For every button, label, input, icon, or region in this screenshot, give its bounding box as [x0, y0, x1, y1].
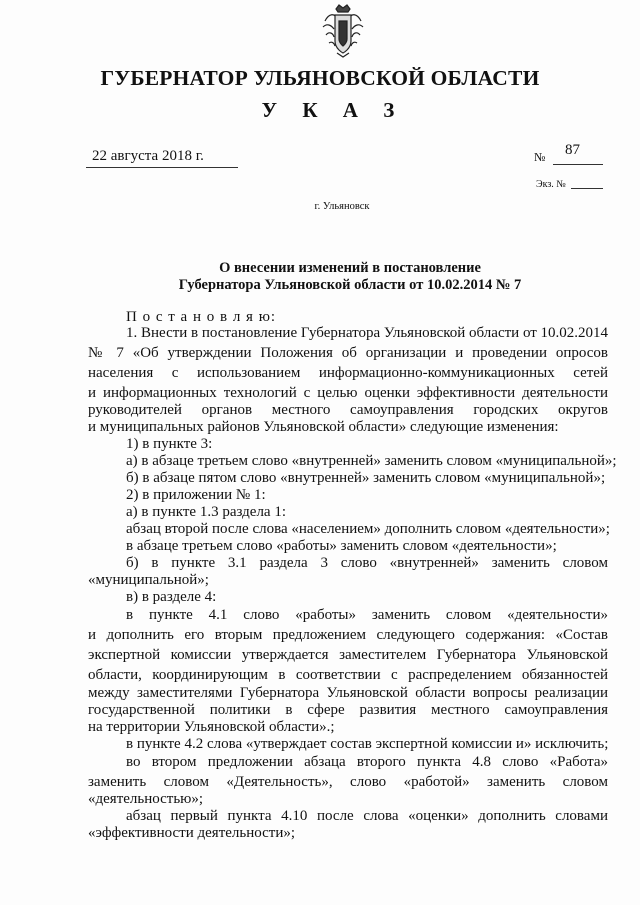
point-4-1-line-3: экспертной комиссии утверждается заместителем Губернатора Ульяновской: [88, 647, 608, 663]
item-1: 1) в пункте 3:: [126, 436, 213, 452]
item-2-a-2: в абзаце третьем слово «работы» заменить словом «деятельности»;: [126, 538, 557, 554]
point-4-1-line-5: между заместителями Губернатора Ульяновской области вопросы реализации: [88, 685, 608, 701]
document-date: 22 августа 2018 г.: [92, 148, 204, 164]
document-title-line-2: Губернатора Ульяновской области от 10.02.2014 № 7: [178, 277, 522, 293]
document-number: 87: [565, 142, 580, 158]
copy-number-underline: [571, 188, 603, 189]
point-4-1-line-2: и дополнить его вторым предложением следующего содержания: «Состав: [88, 627, 608, 643]
point-4-8-line-3: «деятельностью»;: [88, 791, 204, 807]
point-4-2: в пункте 4.2 слова «утверждает состав экспертной комиссии и» исключить;: [126, 736, 609, 752]
paragraph-1-line-1: 1. Внести в постановление Губернатора Ульяновской области от 10.02.2014: [126, 325, 609, 341]
copy-number-label: Экз. №: [536, 179, 566, 190]
item-2-a-1: абзац второй после слова «населением» дополнить словом «деятельности»;: [126, 521, 610, 537]
date-underline: [86, 167, 238, 168]
item-1-b: б) в абзаце пятом слово «внутренней» заменить словом «муниципальной»;: [126, 470, 606, 486]
paragraph-1-line-6: и муниципальных районов Ульяновской области» следующие изменения:: [88, 419, 559, 435]
place-of-issue: г. Ульяновск: [314, 201, 370, 212]
paragraph-1-line-3: населения с использованием информационно-коммуникационных сетей: [88, 365, 608, 381]
item-1-a: а) в абзаце третьем слово «внутренней» заменить словом «муниципальной»;: [126, 453, 617, 469]
point-4-1-line-7: на территории Ульяновской области».;: [88, 719, 335, 735]
issuing-authority: ГУБЕРНАТОР УЛЬЯНОВСКОЙ ОБЛАСТИ: [100, 66, 540, 90]
paragraph-1-line-5: руководителей органов местного самоуправления городских округов: [88, 402, 608, 418]
item-2-a: а) в пункте 1.3 раздела 1:: [126, 504, 287, 520]
point-4-8-line-1: во втором предложении абзаца второго пункта 4.8 слово «Работа»: [126, 754, 608, 770]
document-title-line-1: О внесении изменений в постановление: [219, 260, 481, 276]
number-underline: [553, 164, 603, 165]
number-label: №: [534, 150, 546, 164]
item-2-v: в) в разделе 4:: [126, 589, 217, 605]
item-2-b-line-1: б) в пункте 3.1 раздела 3 слово «внутренней» заменить словом: [126, 555, 608, 571]
point-4-10-line-2: «эффективности деятельности»;: [88, 825, 296, 841]
paragraph-1-line-2: № 7 «Об утверждении Положения об организации и проведении опросов: [88, 345, 608, 361]
point-4-10-line-1: абзац первый пункта 4.10 после слова «оценки» дополнить словами: [126, 808, 608, 824]
coat-of-arms-emblem: [319, 3, 367, 59]
paragraph-1-line-4: и информационных технологий с целью оценки эффективности деятельности: [88, 385, 608, 401]
operative-clause: П о с т а н о в л я ю:: [126, 309, 277, 325]
point-4-8-line-2: заменить словом «Деятельность», слово «работой» заменить словом: [88, 774, 608, 790]
item-2: 2) в приложении № 1:: [126, 487, 266, 503]
point-4-1-line-4: области, координирующим в соответствии с распределением обязанностей: [88, 667, 608, 683]
item-2-b-line-2: «муниципальной»;: [88, 572, 209, 588]
document-type: У К А З: [261, 98, 405, 122]
point-4-1-line-1: в пункте 4.1 слово «работы» заменить словом «деятельности»: [126, 607, 608, 623]
point-4-1-line-6: государственной политики в сфере развития местного самоуправления: [88, 702, 608, 718]
